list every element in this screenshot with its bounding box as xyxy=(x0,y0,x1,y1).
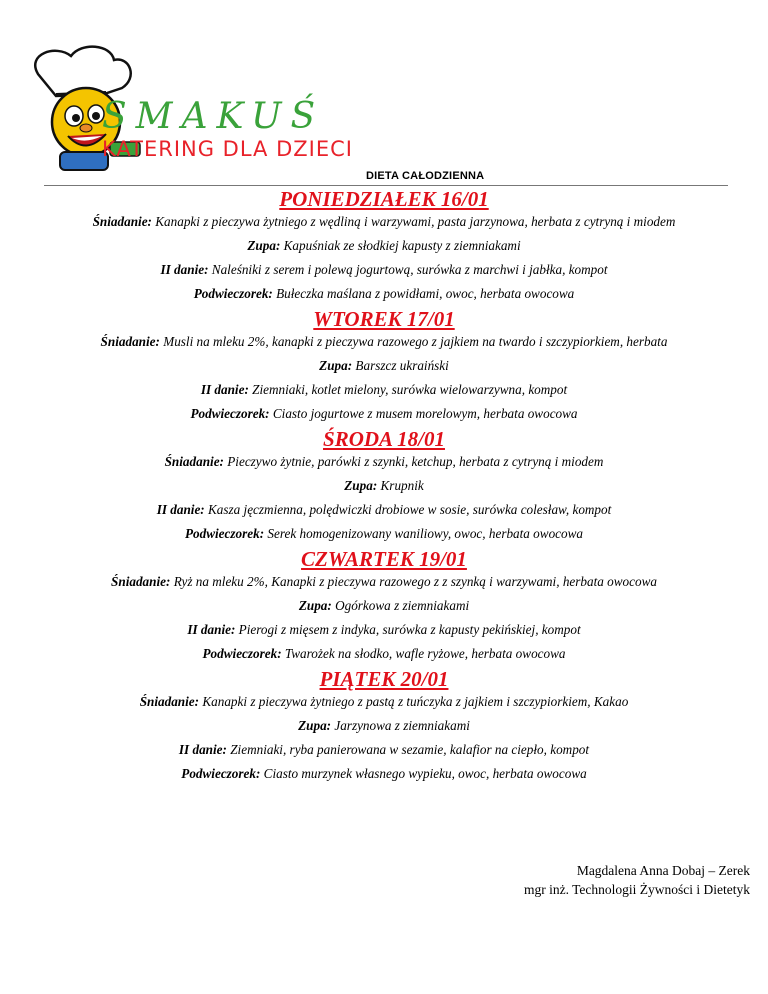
meal-line xyxy=(0,502,768,518)
meal-line xyxy=(0,766,768,782)
diet-label: DIETA CAŁODZIENNA xyxy=(366,170,485,182)
meal-line xyxy=(0,526,768,542)
signature xyxy=(524,861,750,899)
meal-label: II danie: xyxy=(160,262,209,277)
meal-line xyxy=(0,334,768,350)
brand-logo xyxy=(26,44,353,174)
meal-line xyxy=(0,262,768,278)
meal-label: II danie: xyxy=(200,382,249,397)
weekly-menu xyxy=(0,187,768,787)
meal-description: Musli na mleku 2%, kanapki z pieczywa razowego z jajkiem na twardo i szczypiorkiem, herbata xyxy=(163,334,668,349)
day-title: WTOREK 17/01 xyxy=(313,307,455,331)
meal-description: Bułeczka maślana z powidłami, owoc, herbata owocowa xyxy=(276,286,575,301)
meal-description: Pierogi z mięsem z indyka, surówka z kapusty pekińskiej, kompot xyxy=(238,622,581,637)
brand-subtitle: KATERING DLA DZIECI xyxy=(102,137,353,161)
meal-description: Ziemniaki, ryba panierowana w sezamie, kalafior na ciepło, kompot xyxy=(230,742,590,757)
day-title: PIĄTEK 20/01 xyxy=(319,667,449,691)
meal-description: Twarożek na słodko, wafle ryżowe, herbata owocowa xyxy=(284,646,566,661)
day-section xyxy=(0,667,768,782)
meal-line xyxy=(0,718,768,734)
meal-line xyxy=(0,238,768,254)
meal-line xyxy=(0,382,768,398)
meal-label: Zupa: xyxy=(298,718,332,733)
signature-name: Magdalena Anna Dobaj – Zerek xyxy=(576,863,750,878)
day-section xyxy=(0,307,768,422)
meal-label: II danie: xyxy=(156,502,205,517)
meal-line xyxy=(0,574,768,590)
meal-line xyxy=(0,454,768,470)
header-divider xyxy=(44,185,728,186)
meal-line xyxy=(0,742,768,758)
meal-description: Jarzynowa z ziemniakami xyxy=(334,718,470,733)
signature-title: mgr inż. Technologii Żywności i Dietetyk xyxy=(523,882,750,897)
day-title: ŚRODA 18/01 xyxy=(323,427,445,451)
meal-label: Podwieczorek: xyxy=(190,406,270,421)
meal-label: Śniadanie: xyxy=(164,454,224,469)
meal-label: Śniadanie: xyxy=(111,574,171,589)
meal-line xyxy=(0,214,768,230)
meal-description: Krupnik xyxy=(380,478,424,493)
meal-label: Podwieczorek: xyxy=(202,646,282,661)
meal-label: Zupa: xyxy=(247,238,281,253)
meal-description: Serek homogenizowany waniliowy, owoc, herbata owocowa xyxy=(267,526,584,541)
meal-label: Śniadanie: xyxy=(100,334,160,349)
meal-label: Śniadanie: xyxy=(139,694,200,709)
brand-name: SMAKUŚ xyxy=(102,96,325,137)
meal-description: Ciasto jogurtowe z musem morelowym, herbata owocowa xyxy=(272,406,578,421)
meal-label: Zupa: xyxy=(344,478,378,493)
meal-label: Zupa: xyxy=(298,598,332,613)
meal-label: II danie: xyxy=(187,622,236,637)
meal-description: Naleśniki z serem i polewą jogurtową, surówka z marchwi i jabłka, kompot xyxy=(211,262,608,277)
day-title: PONIEDZIAŁEK 16/01 xyxy=(279,187,489,211)
meal-description: Barszcz ukraiński xyxy=(355,358,449,373)
meal-line xyxy=(0,286,768,302)
meal-line xyxy=(0,358,768,374)
meal-label: Śniadanie: xyxy=(92,214,152,229)
meal-description: Pieczywo żytnie, parówki z szynki, ketchup, herbata z cytryną i miodem xyxy=(227,454,604,469)
meal-description: Ziemniaki, kotlet mielony, surówka wielowarzywna, kompot xyxy=(252,382,568,397)
meal-description: Ogórkowa z ziemniakami xyxy=(335,598,470,613)
meal-line xyxy=(0,694,768,710)
day-section xyxy=(0,427,768,542)
meal-line xyxy=(0,598,768,614)
meal-description: Kanapki z pieczywa żytniego z pastą z tuńczyka z jajkiem i szczypiorkiem, Kakao xyxy=(202,694,629,709)
meal-description: Kapuśniak ze słodkiej kapusty z ziemniakami xyxy=(283,238,521,253)
meal-label: II danie: xyxy=(178,742,227,757)
meal-label: Podwieczorek: xyxy=(181,766,261,781)
meal-line xyxy=(0,478,768,494)
meal-label: Podwieczorek: xyxy=(184,526,265,541)
meal-line xyxy=(0,406,768,422)
meal-description: Ciasto murzynek własnego wypieku, owoc, herbata owocowa xyxy=(263,766,587,781)
meal-line xyxy=(0,622,768,638)
day-section xyxy=(0,187,768,302)
meal-description: Kasza jęczmienna, polędwiczki drobiowe w sosie, surówka colesław, kompot xyxy=(208,502,612,517)
meal-description: Ryż na mleku 2%, Kanapki z pieczywa razowego z z szynką i warzywami, herbata owocowa xyxy=(173,574,657,589)
meal-line xyxy=(0,646,768,662)
meal-description: Kanapki z pieczywa żytniego z wędliną i warzywami, pasta jarzynowa, herbata z cytryną i miodem xyxy=(155,214,676,229)
meal-label: Podwieczorek: xyxy=(193,286,273,301)
day-section xyxy=(0,547,768,662)
day-title: CZWARTEK 19/01 xyxy=(301,547,467,571)
meal-label: Zupa: xyxy=(319,358,353,373)
